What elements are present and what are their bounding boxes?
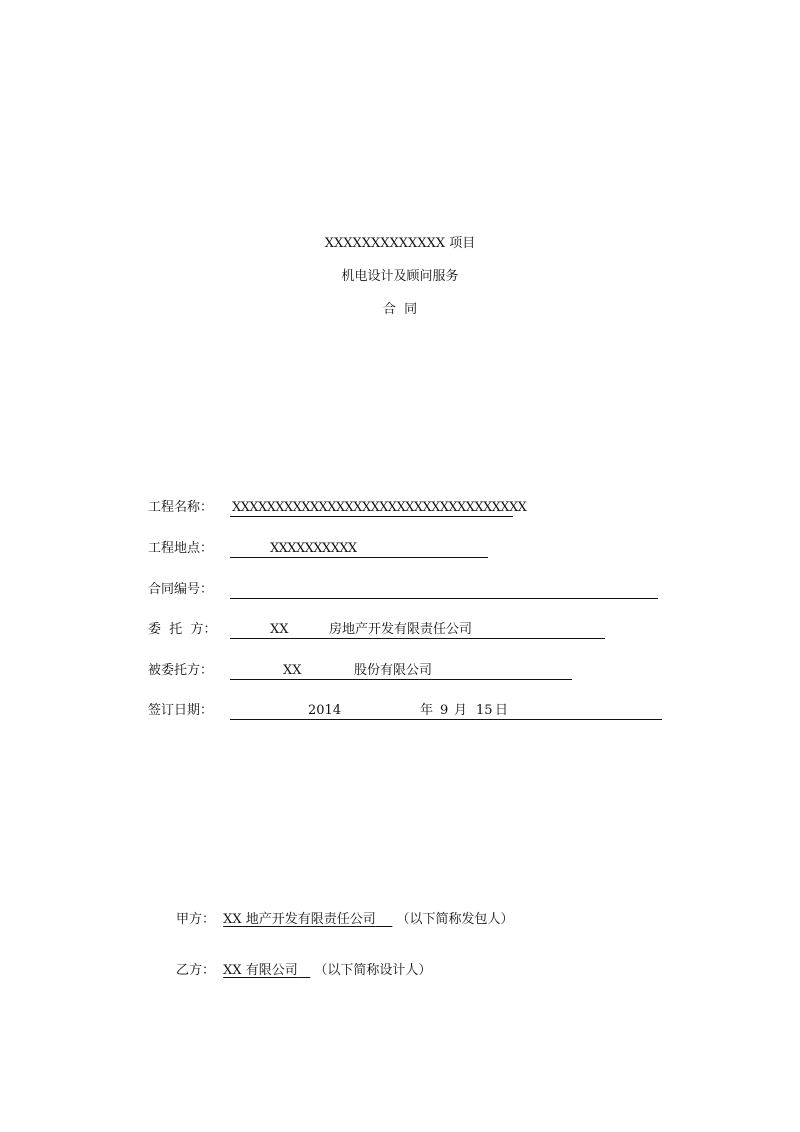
- contract-number-field: [230, 582, 658, 599]
- project-title: XXXXXXXXXXXXX 项目: [324, 236, 476, 251]
- client-value-prefix: XX: [270, 622, 289, 637]
- contract-title: 合 同: [382, 302, 418, 317]
- sign-date-year: 2014: [308, 703, 342, 718]
- sign-date-day: 15: [476, 703, 493, 718]
- contract-number-label: 合同编号：: [148, 582, 214, 597]
- party-b-note: （以下简称设计人）: [314, 963, 432, 978]
- sign-date-month: 9: [440, 703, 449, 718]
- party-b-line: [176, 963, 431, 979]
- party-a-label: 甲方：: [176, 912, 216, 927]
- contractor-label: 被委托方：: [148, 663, 214, 678]
- service-title: 机电设计及顾问服务: [341, 269, 459, 284]
- party-b-label: 乙方：: [176, 963, 216, 978]
- contractor-value-suffix: 股份有限公司: [354, 663, 433, 678]
- party-a-note: （以下简称发包人）: [396, 912, 514, 927]
- project-location-label: 工程地点：: [148, 541, 214, 556]
- contractor-value-prefix: XX: [283, 663, 302, 678]
- party-a-name: XX 地产开发有限责任公司: [223, 912, 376, 927]
- party-b-name: XX 有限公司: [223, 963, 298, 978]
- project-location-value: XXXXXXXXXX: [270, 541, 357, 556]
- party-a-line: [176, 912, 514, 928]
- contractor-field: [230, 663, 572, 680]
- sign-date-month-unit: 月: [454, 703, 468, 718]
- project-name-label: 工程名称：: [148, 500, 214, 515]
- project-location-field: [230, 541, 488, 558]
- sign-date-year-unit: 年: [420, 703, 434, 718]
- client-label: 委 托 方：: [148, 622, 217, 637]
- sign-date-label: 签订日期：: [148, 703, 214, 718]
- sign-date-day-unit: 日: [495, 703, 509, 718]
- sign-date-field: [230, 703, 662, 720]
- client-value-suffix: 房地产开发有限责任公司: [329, 622, 473, 637]
- project-name-value: XXXXXXXXXXXXXXXXXXXXXXXXXXXXXXXXXX: [232, 500, 527, 515]
- client-field: [230, 622, 605, 639]
- project-name-field: [230, 500, 527, 517]
